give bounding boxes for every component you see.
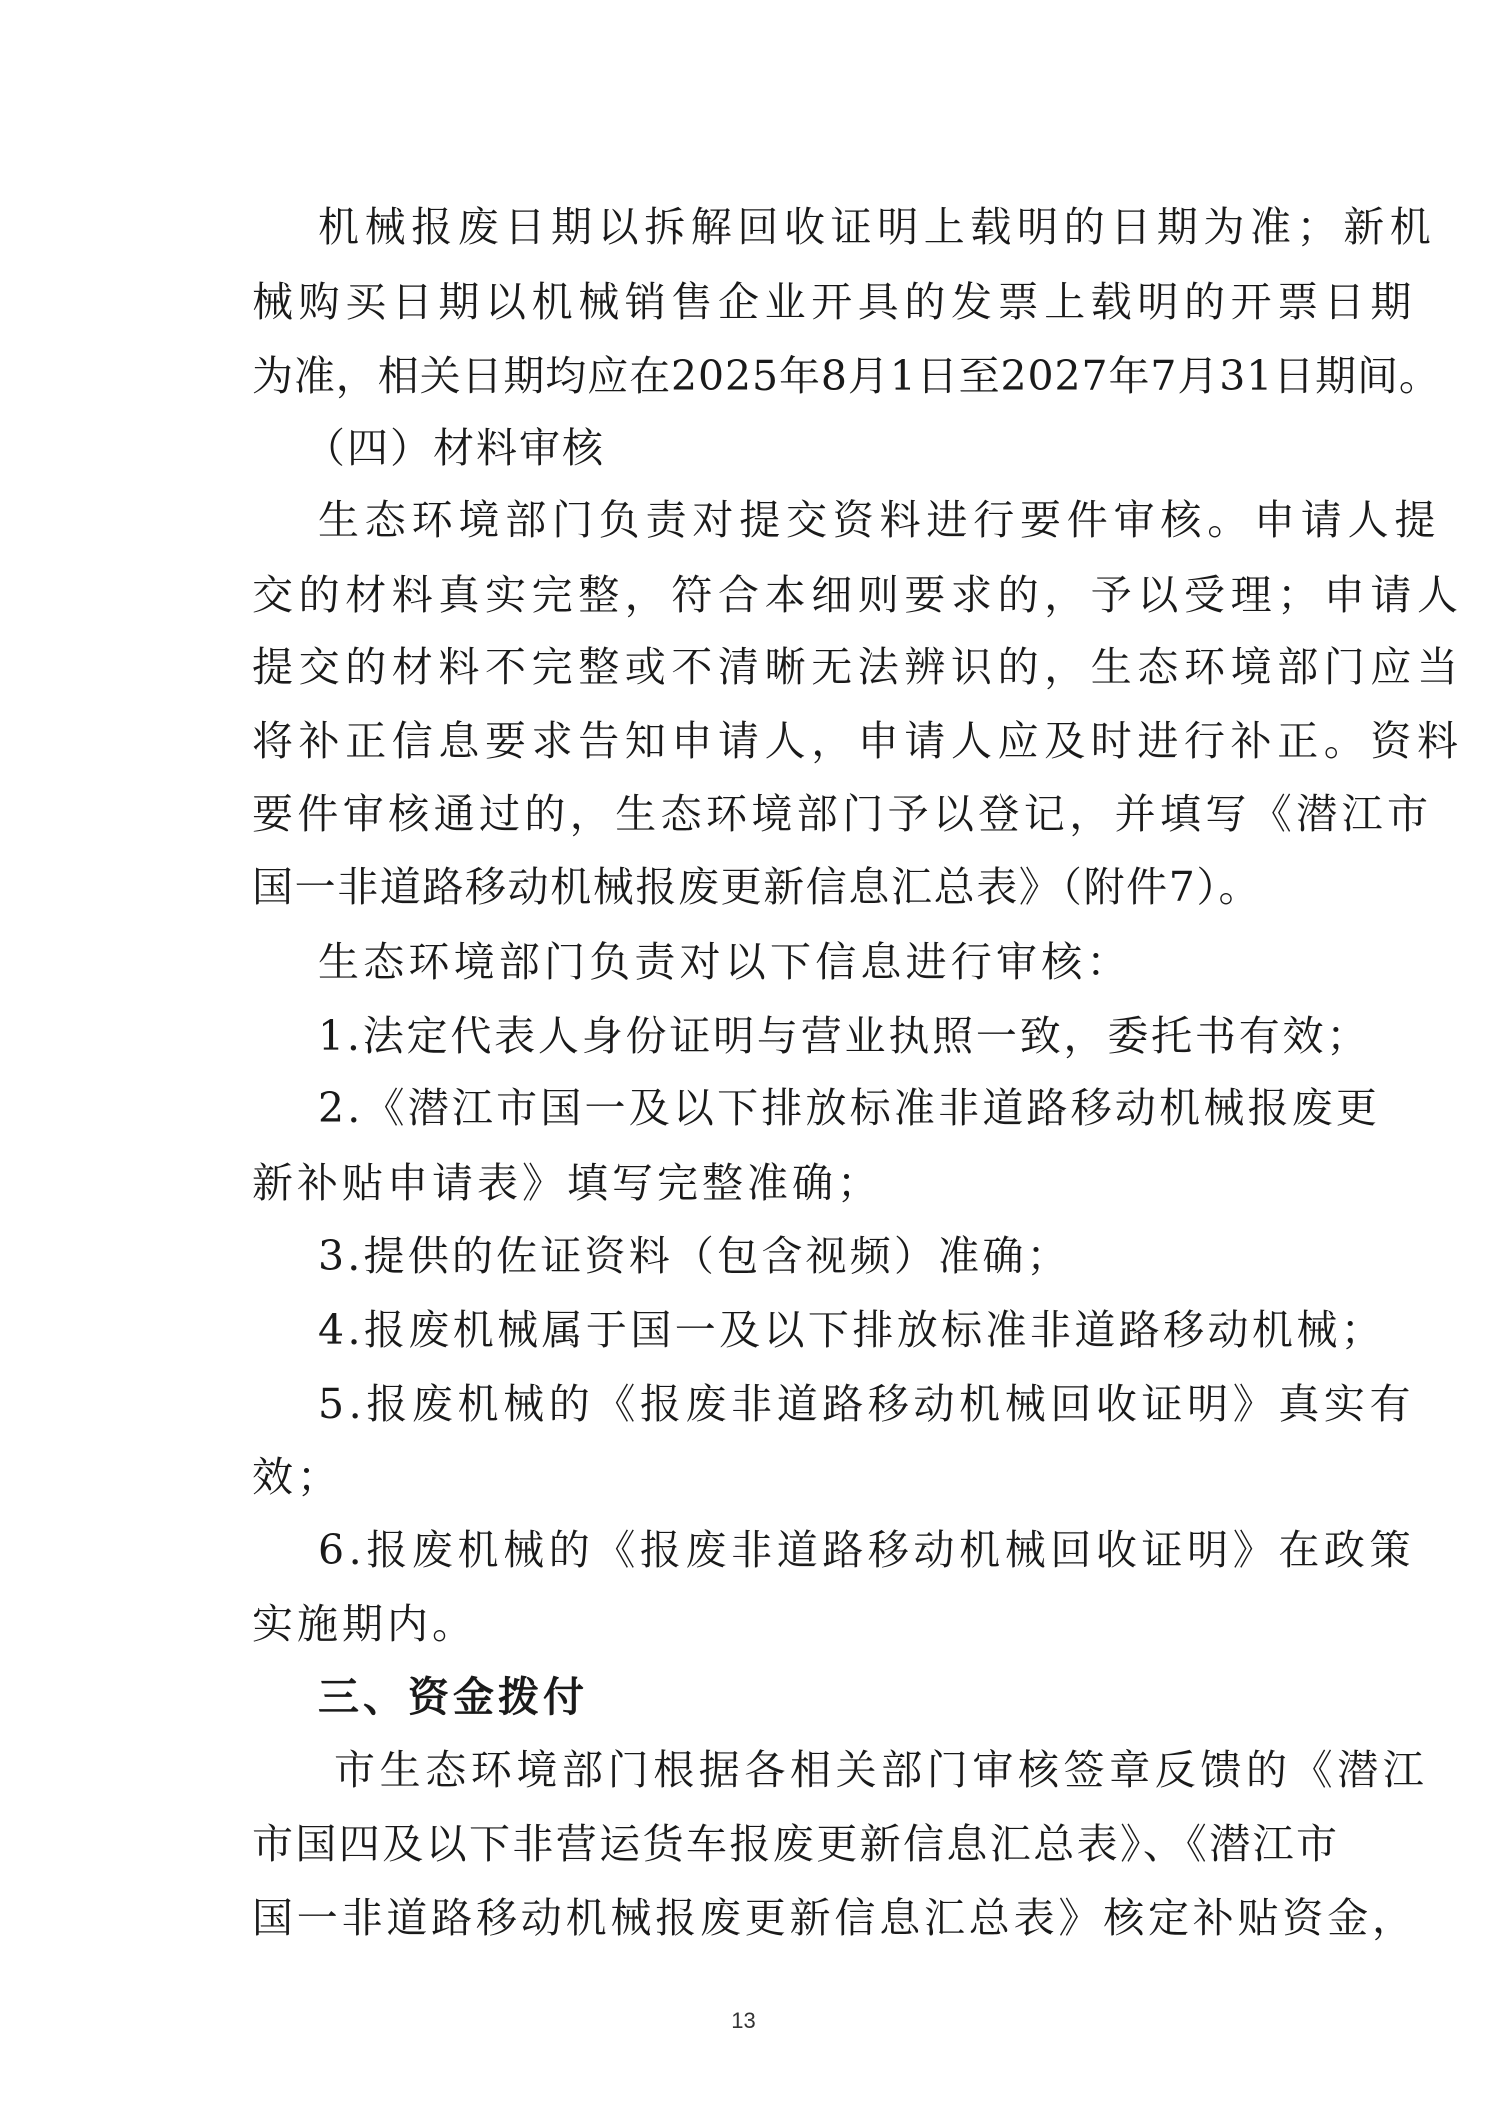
body-text-line: 提交的材料不完整或不清晰无法辨识的，生态环境部门应当 [252,643,1464,691]
body-text-line: 为准，相关日期均应在2025年8月1日至2027年7月31日期间。 [252,352,1441,400]
list-item-line: 效； [252,1453,342,1501]
list-item-line: 4.报废机械属于国一及以下排放标准非道路移动机械； [318,1306,1386,1354]
body-text-line: 市生态环境部门根据各相关部门审核签章反馈的《潜江 [334,1746,1429,1794]
page-number: 13 [731,2008,756,2033]
body-text-line: 要件审核通过的，生态环境部门予以登记，并填写《潜江市 [252,790,1433,838]
body-text-line: 国一非道路移动机械报废更新信息汇总表》核定补贴资金， [252,1894,1417,1942]
list-item-line: 新补贴申请表》填写完整准确； [252,1159,882,1207]
body-text-line: 械购买日期以机械销售企业开具的发票上载明的开票日期 [252,278,1417,326]
body-text-line: 生态环境部门负责对提交资料进行要件审核。申请人提 [318,496,1442,544]
list-item-line: 3.提供的佐证资料（包含视频）准确； [318,1232,1071,1280]
list-item-line: 1.法定代表人身份证明与营业执照一致，委托书有效； [318,1012,1371,1060]
list-item-line: 2.《潜江市国一及以下排放标准非道路移动机械报废更 [318,1084,1381,1132]
body-text-line: 国一非道路移动机械报废更新信息汇总表》（附件7）。 [252,863,1262,911]
list-item-line: 实施期内。 [252,1600,477,1648]
body-text-line: 市国四及以下非营运货车报废更新信息汇总表》、《潜江市 [252,1820,1340,1868]
list-item-line: 5.报废机械的《报废非道路移动机械回收证明》真实有 [318,1380,1416,1428]
body-text-line: 交的材料真实完整，符合本细则要求的，予以受理；申请人 [252,571,1464,619]
list-item-line: 6.报废机械的《报废非道路移动机械回收证明》在政策 [318,1526,1416,1574]
body-text-line: 生态环境部门负责对以下信息进行审核： [318,938,1132,986]
section-heading: 三、资金拨付 [318,1673,588,1721]
body-text-line: 将补正信息要求告知申请人，申请人应及时进行补正。资料 [252,717,1464,765]
subsection-heading: （四）材料审核 [304,424,605,472]
body-text-line: 机械报废日期以拆解回收证明上载明的日期为准；新机 [318,203,1437,251]
